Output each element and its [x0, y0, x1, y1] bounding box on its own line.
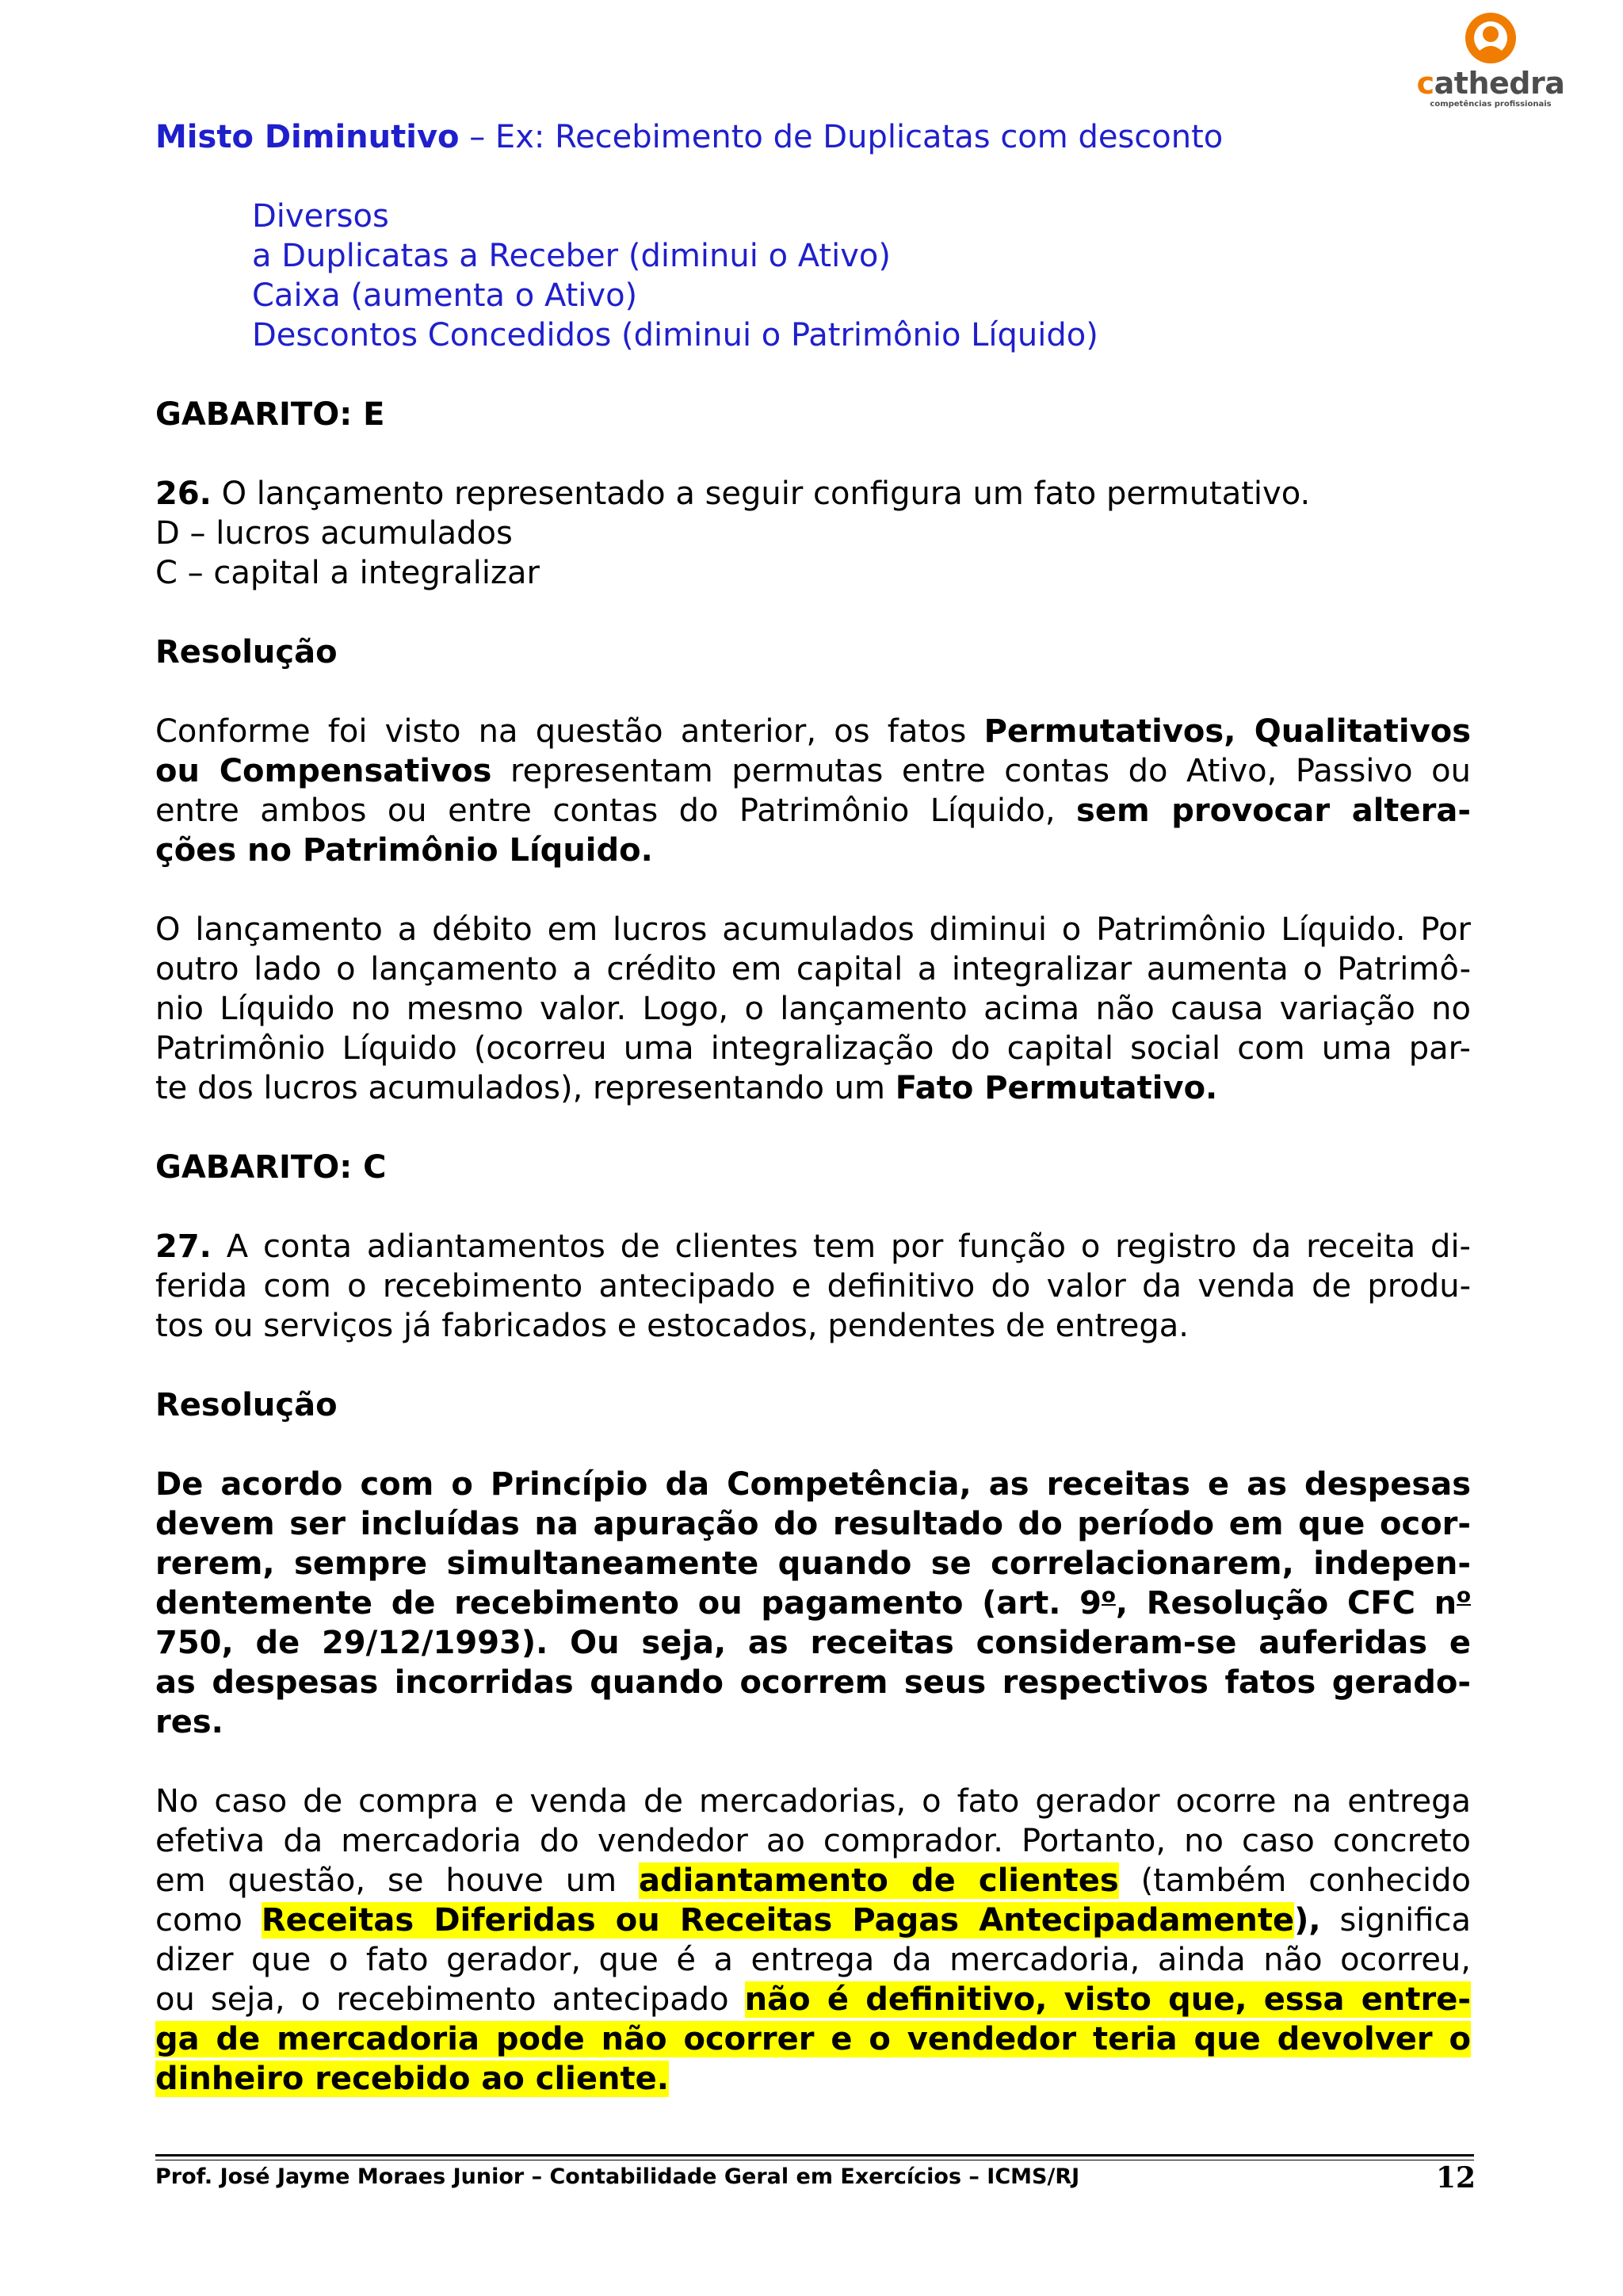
paragraph-line: dentemente de recebimento ou pagamento (art. 9$^o$, Resolução CFC $n^o$: [155, 1584, 1471, 1622]
highlighted-text: não é definitivo, visto que, essa entre-: [744, 1981, 1471, 2018]
resolution-heading: Resolução: [155, 634, 338, 670]
paragraph-line: como Receitas Diferidas ou Receitas Pagas Antecipadamente), significa: [155, 1902, 1471, 1939]
highlighted-text: adiantamento de clientes: [639, 1862, 1119, 1899]
paragraph-line: dizer que o fato gerador, que é a entrega da mercadoria, ainda não ocorreu,: [155, 1942, 1471, 1978]
entry-line: Descontos Concedidos (diminui o Patrimônio Líquido): [252, 317, 1098, 353]
paragraph-line: te dos lucros acumulados), representando um Fato Permutativo.: [155, 1070, 1218, 1106]
paragraph-line: [155, 2019, 1471, 2059]
entry-line: a Duplicatas a Receber (diminui o Ativo): [252, 238, 891, 274]
question-26-credit: C – capital a integralizar: [155, 555, 540, 591]
highlighted-text: Receitas Diferidas ou Receitas Pagas Antecipadamente: [261, 1902, 1295, 1939]
paragraph-line: as despesas incorridas quando ocorrem seus respectivos fatos gerado-: [155, 1664, 1471, 1701]
paragraph-line: ções no Patrimônio Líquido.: [155, 832, 653, 869]
logo-tagline: competências profissionais: [1430, 100, 1552, 109]
paragraph-line: 750, de 29/12/1993). Ou seja, as receitas consideram-se auferidas e: [155, 1625, 1471, 1661]
gabarito-answer: GABARITO: E: [155, 396, 385, 433]
paragraph-line: De acordo com o Princípio da Competência, as receitas e as despesas: [155, 1466, 1471, 1503]
paragraph-line: rerem, sempre simultaneamente quando se correlacionarem, indepen-: [155, 1545, 1471, 1582]
paragraph-line: ou Compensativos representam permutas entre contas do Ativo, Passivo ou: [155, 753, 1472, 789]
question-27: 27. A conta adiantamentos de clientes tem por função o registro da receita di-: [155, 1228, 1471, 1265]
section-heading: Misto Diminutivo – Ex: Recebimento de Duplicatas com desconto: [155, 119, 1224, 155]
paragraph-line: res.: [155, 1704, 223, 1740]
entry-line: Caixa (aumenta o Ativo): [252, 277, 638, 314]
paragraph-line: No caso de compra e venda de mercadorias, o fato gerador ocorre na entrega: [155, 1783, 1471, 1820]
paragraph-line: ferida com o recebimento antecipado e definitivo do valor da venda de produ-: [155, 1268, 1471, 1305]
highlighted-text: dinheiro recebido ao cliente.: [155, 2061, 669, 2097]
cathedra-logo: [1415, 11, 1566, 114]
footer-text: Prof. José Jayme Moraes Junior – Contabilidade Geral em Exercícios – ICMS/RJ: [155, 2164, 1080, 2189]
logo-mark-icon: [1415, 11, 1566, 74]
paragraph-line: entre ambos ou entre contas do Patrimônio Líquido, sem provocar altera-: [155, 793, 1471, 829]
page-number: 12: [1436, 2161, 1476, 2195]
paragraph-line: [155, 2059, 669, 2099]
paragraph-line: tos ou serviços já fabricados e estocados, pendentes de entrega.: [155, 1308, 1190, 1344]
gabarito-answer: GABARITO: C: [155, 1149, 387, 1186]
paragraph-line: Patrimônio Líquido (ocorreu uma integralização do capital social com uma par-: [155, 1030, 1471, 1067]
footer-rule: [155, 2154, 1474, 2157]
paragraph-line: devem ser incluídas na apuração do resultado do período em que ocor-: [155, 1506, 1471, 1542]
resolution-heading: Resolução: [155, 1387, 338, 1423]
paragraph-line: em questão, se houve um adiantamento de clientes (também conhecido: [155, 1862, 1472, 1899]
entry-line: Diversos: [252, 198, 389, 235]
paragraph-line: Conforme foi visto na questão anterior, os fatos Permutativos, Qualitativos: [155, 713, 1471, 750]
highlighted-text: ga de mercadoria pode não ocorrer e o vendedor teria que devolver o: [155, 2021, 1471, 2057]
paragraph-line: outro lado o lançamento a crédito em capital a integralizar aumenta o Patrimô-: [155, 951, 1471, 988]
question-26-debit: D – lucros acumulados: [155, 515, 513, 552]
paragraph-line: efetiva da mercadoria do vendedor ao comprador. Portanto, no caso concreto: [155, 1823, 1471, 1859]
paragraph-line: O lançamento a débito em lucros acumulados diminui o Patrimônio Líquido. Por: [155, 911, 1471, 948]
paragraph-line: nio Líquido no mesmo valor. Logo, o lançamento acima não causa variação no: [155, 991, 1471, 1027]
paragraph-line: ou seja, o recebimento antecipado não é definitivo, visto que, essa entre-: [155, 1981, 1471, 2018]
logo-wordmark: cathedra: [1416, 66, 1565, 101]
question-26: 26. O lançamento representado a seguir configura um fato permutativo.: [155, 476, 1311, 512]
